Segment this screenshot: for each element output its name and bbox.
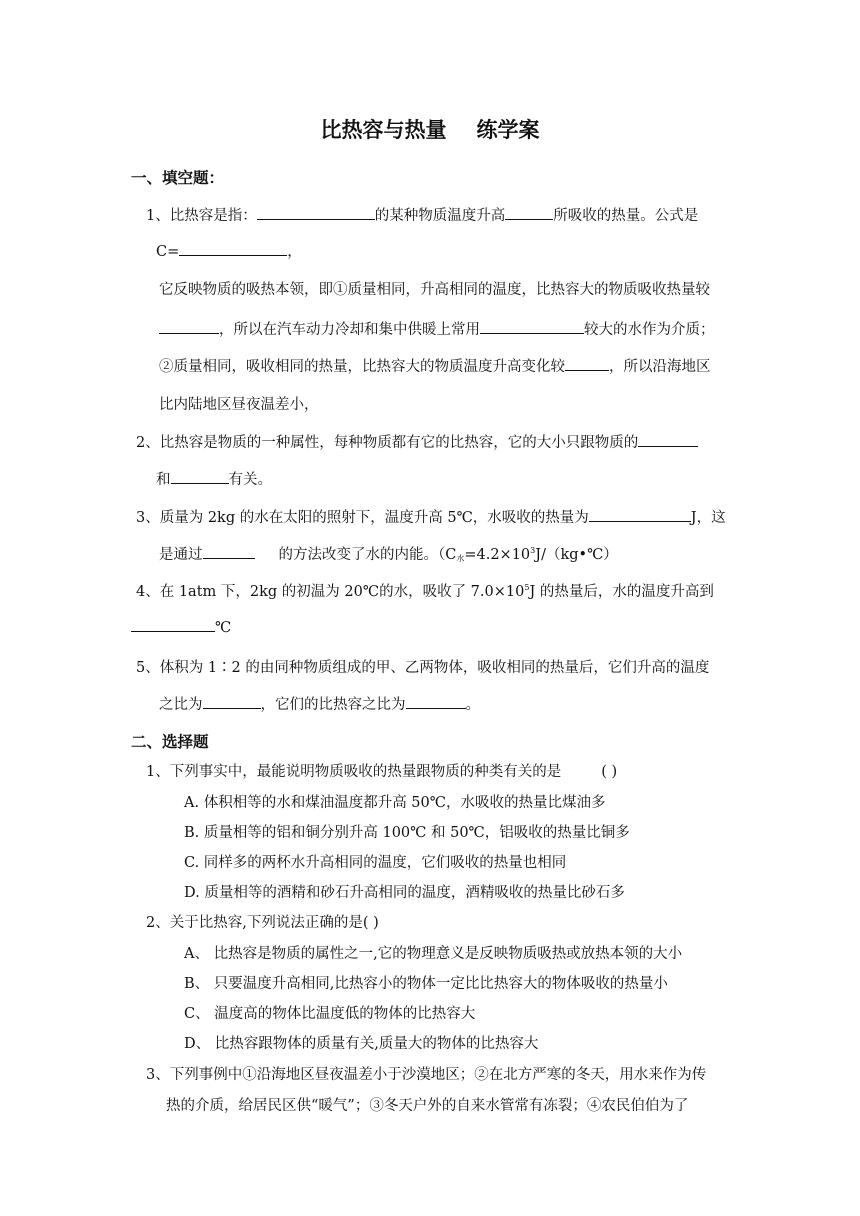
q4-line1: 4、在 1atm 下，2kg 的初温为 20℃的水，吸收了 $7.0\times 10^5J$ 的热量后，水的温度升高到 — [136, 583, 714, 600]
q2-line1: 2、比热容是物质的一种属性，每种物质都有它的比热容，它的大小只跟物质的 — [136, 431, 698, 452]
blank[interactable] — [406, 695, 466, 709]
blank[interactable] — [203, 545, 255, 559]
q1-line6: 比内陆地区昼夜温差小， — [159, 397, 319, 413]
blank[interactable] — [171, 470, 229, 484]
blank[interactable] — [480, 320, 584, 334]
section2-heading: 二、选择题 — [131, 733, 209, 751]
mc2-option-b[interactable]: B、 只要温度升高相同,比热容小的物体一定比比热容大的物体吸收的热量小 — [184, 976, 668, 992]
mc2-option-d[interactable]: D、 比热容跟物体的质量有关,质量大的物体的比热容大 — [184, 1036, 539, 1052]
q1-line1: 1、比热容是指： 的某种物质温度升高 所吸收的热量。公式是 — [146, 204, 698, 225]
mc3-line2: 热的介质，给居民区供“暖气”；③冬天户外的自来水管常有冻裂；④农民伯伯为了 — [166, 1098, 689, 1114]
q1-line3: 它反映物质的吸热本领，即①质量相同，升高相同的温度，比热容大的物质吸收热量较 — [159, 282, 710, 298]
blank[interactable] — [589, 508, 691, 522]
blank[interactable] — [505, 206, 553, 220]
q3-line2: 是通过 的方法改变了水的内能。（$C_水=4.2\times 10^3J/(kg•℃)$ — [159, 546, 618, 563]
mc1-option-a[interactable]: A. 体积相等的水和煤油温度都升高 50℃，水吸收的热量比煤油多 — [184, 795, 606, 811]
mc2-option-a[interactable]: A、 比热容是物质的属性之一,它的物理意义是反映物质吸热或放热本领的大小 — [184, 946, 683, 962]
blank[interactable] — [565, 357, 609, 371]
q1-line2: C= ， — [156, 240, 302, 261]
title-main: 比热容与热量 — [320, 118, 447, 142]
q1-line5: ②质量相同，吸收相同的热量，比热容大的物质温度升高变化较 ，所以沿海地区 — [159, 355, 711, 376]
q5-line2: 之比为 ，它们的比热容之比为 。 — [159, 693, 480, 714]
mc1-option-c[interactable]: C. 同样多的两杯水升高相同的温度，它们吸收的热量也相同 — [184, 855, 567, 871]
q4-line2: ℃ — [131, 618, 231, 636]
q2-line2: 和 有关。 — [156, 468, 272, 489]
answer-paren[interactable]: ( ) — [601, 764, 618, 780]
mc1-option-d[interactable]: D. 质量相等的酒精和砂石升高相同的温度，酒精吸收的热量比砂石多 — [184, 885, 625, 901]
mc1-option-b[interactable]: B. 质量相等的铝和铜分别升高 100℃ 和 50℃，铝吸收的热量比铜多 — [184, 825, 630, 841]
blank[interactable] — [638, 433, 698, 447]
mc1-stem: 1、下列事实中，最能说明物质吸收的热量跟物质的种类有关的是 ( ) — [146, 764, 618, 780]
title-suffix: 练学案 — [476, 118, 540, 142]
section1-heading: 一、填空题： — [131, 169, 225, 187]
blank[interactable] — [257, 206, 375, 220]
mc2-stem: 2、关于比热容,下列说法正确的是( ) — [146, 915, 379, 931]
q5-line1: 5、体积为 1∶2 的由同种物质组成的甲、乙两物体，吸收相同的热量后，它们升高的温度 — [136, 660, 710, 676]
blank[interactable] — [131, 618, 215, 632]
blank[interactable] — [203, 695, 261, 709]
mc3-line1: 3、下列事例中①沿海地区昼夜温差小于沙漠地区；②在北方严寒的冬天，用水来作为传 — [146, 1067, 707, 1083]
q1-line4: ，所以在汽车动力冷却和集中供暖上常用 较大的水作为介质； — [159, 318, 715, 339]
blank[interactable] — [159, 320, 219, 334]
q3-line1: 3、质量为 2kg 的水在太阳的照射下，温度升高 5℃，水吸收的热量为 J，这 — [136, 506, 726, 527]
page-title — [0, 114, 860, 144]
blank[interactable] — [179, 242, 287, 256]
mc2-option-c[interactable]: C、 温度高的物体比温度低的物体的比热容大 — [184, 1006, 476, 1022]
